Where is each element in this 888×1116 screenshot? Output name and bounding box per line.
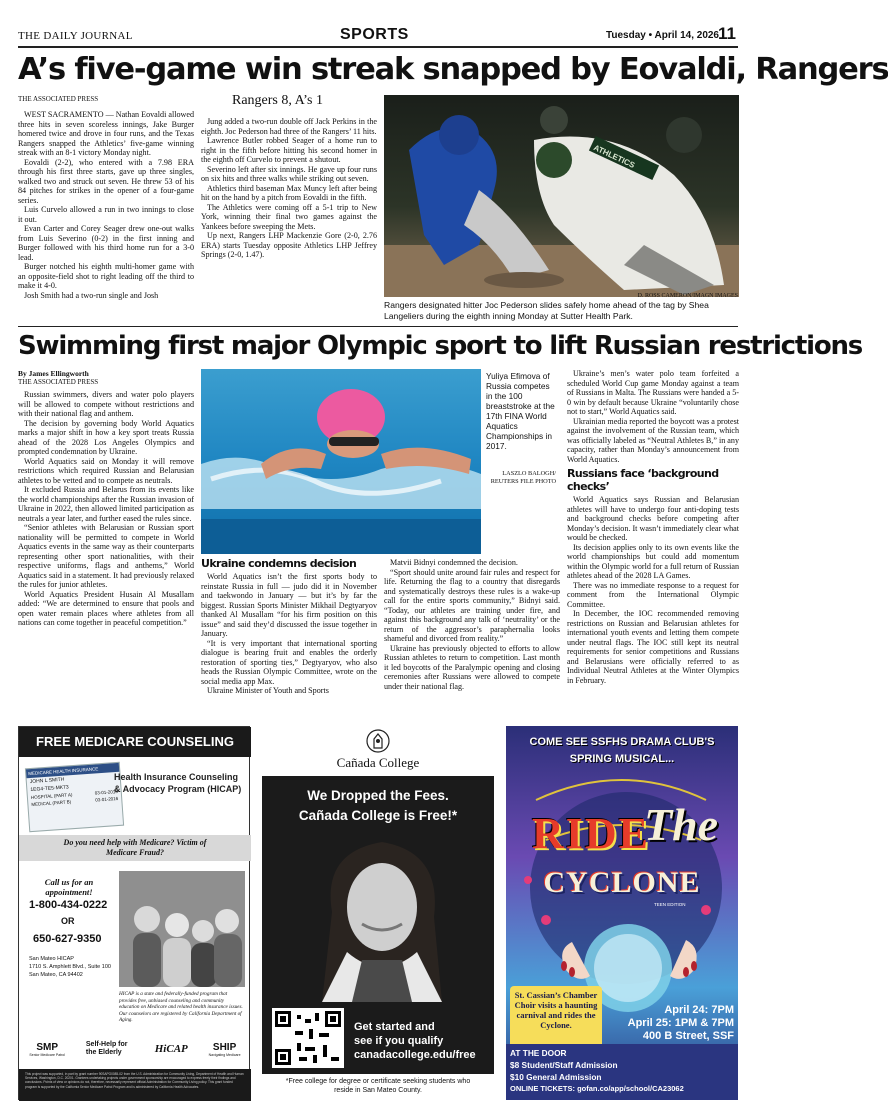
ship-logo — [209, 1042, 241, 1057]
card-number: 1EG4-TE5-MK73 — [30, 784, 69, 794]
paragraph: The Athletics were coming off a 5-1 trip to New York, winning their final two games against the Yankees before sweeping the Mets. — [201, 202, 377, 231]
canada-college-ad[interactable] — [262, 726, 494, 1100]
phone-1[interactable]: 1-800-434-0222 — [29, 899, 108, 911]
paragraph: World Aquatics isn’t the first sports body to reinstate Russia in full — judo did it in November and taekwondo in January — but it’s by far the biggest. Russian Sports Minister Mikhail Degtyaryov thanked Al Musallam “for his firm position on this issue” and said they’d discussed the issue together in January. — [201, 572, 377, 638]
paragraph: Jung added a two-run double off Jack Perkins in the eighth. Joc Pederson had three of the Rangers’ 11 hits. — [201, 117, 377, 136]
story2-byline-org: THE ASSOCIATED PRESS — [18, 378, 99, 386]
paragraph: Severino left after six innings. He gave up four runs on six hits and three walks while striking out seven. — [201, 164, 377, 183]
medicare-question: Do you need help with Medicare? Victim of Medicare Fraud? — [19, 835, 251, 861]
smp-logo-sub: Senior Medicare Patrol — [29, 1052, 66, 1057]
paragraph: Ukraine’s men’s water polo team forfeited a scheduled World Cup game Monday against a team of Russians in Malta. The Russians were handed a 5-0 win by default because Ukraine “voluntarily chose not to start,” World Aquatics said. — [567, 369, 739, 416]
self-help-logo: Self-Help for the Elderly — [85, 1041, 128, 1056]
story2-col3 — [384, 558, 560, 691]
paragraph: World Aquatics says Russian and Belarusian athletes will have to undergo four anti-doping tests and background checks before competing after Monday’s decision. It wasn’t immediately clear what would be checked. — [567, 495, 739, 542]
jersey-lettering: ATHLETICS — [592, 143, 637, 170]
drama-edition: TEEN EDITION — [654, 902, 686, 907]
paragraph: The decision by governing body World Aquatics marks a major shift in how a key sport treats Russia ahead of the 2028 Los Angeles Olympics and prompted condemnation by Ukraine. — [18, 418, 194, 456]
story1-caption: Rangers designated hitter Joc Pederson slides safely home ahead of the tag by Shea Langeliers during the eighth inning Monday at Sutter Health Park. — [384, 300, 709, 321]
story2-subhead-checks: Russians face ‘background checks’ — [567, 467, 719, 493]
paragraph: “Senior athletes with Belarusian or Russian sport nationality will be permitted to compete in World Aquatics events in the same way as their counterparts representing other sport nationalities, with their respective uniforms, flags and anthems,” World Aquatics said in a statement. It had previously relaxed the rules for junior athletes. — [18, 523, 194, 589]
cta-line: Get started and — [354, 1021, 435, 1033]
drama-date-1: April 24: 7PM — [664, 1004, 734, 1016]
ship-logo-text: SHIP — [212, 1041, 237, 1053]
drama-title-the: The — [644, 799, 719, 850]
paragraph: Josh Smith had a two-run single and Josh — [24, 290, 159, 300]
page-number: 11 — [718, 24, 736, 43]
swimmer-photo — [201, 369, 481, 554]
address-line: 1710 S. Amphlett Blvd., Suite 100 — [29, 964, 111, 970]
paragraph: “It is very important that international sporting dialogue is bearing fruit and enables the orderly restoration of sporting ties,” Degtyaryov, who also heads the Russian Olympic Committee, wrote on the social media app Max. — [201, 638, 377, 686]
story1-col2 — [201, 117, 377, 260]
paragraph: There was no immediate response to a request for comment from the International Olympic Committee. — [567, 580, 739, 609]
paragraph: Its decision applies only to its own events like the world championships but could add momentum within the Olympic world for a full return of Russian athletes ahead of the 2028 LA Games. — [567, 542, 739, 580]
masthead-rule — [18, 46, 738, 48]
story1-byline: THE ASSOCIATED PRESS — [18, 95, 99, 103]
canada-college-name: Cañada College — [336, 755, 420, 770]
paragraph: It excluded Russia and Belarus from its events like the world championships after the Russian invasion of Ukraine in 2022, then allowed limited participation as neutrals a year later, and further eased the rules since. — [18, 485, 195, 523]
story2-byline: By James Ellingworth — [18, 369, 89, 378]
drama-door: AT THE DOOR — [510, 1048, 567, 1058]
paragraph: Ukraine has previously objected to efforts to allow Russian athletes to return to competition. Last month it led boycotts of the Paralympic opening and closing ceremonies after Russians were allowed to compete under their national flag. — [384, 643, 560, 691]
paragraph: WEST SACRAMENTO — Nathan Eovaldi allowed three hits in seven scoreless innings, Jake Burger homered twice and drove in four runs, and the Texas Rangers snapped the Athletics’ five-game winning streak with an 8-1 victory Monday night. — [18, 110, 194, 157]
hicap-program-title: Health Insurance Counseling & Advocacy Program (HICAP) — [114, 772, 242, 794]
address-line: San Mateo, CA 94402 — [29, 972, 83, 978]
card-part-b: MEDICAL (PART B) — [31, 799, 72, 808]
drama-date-2: April 25: 1PM & 7PM — [627, 1017, 734, 1029]
canada-headline-1: We Dropped the Fees. — [307, 788, 449, 803]
canada-cta — [354, 1020, 494, 1062]
drama-venue: 400 B Street, SSF — [642, 1030, 734, 1042]
qr-code[interactable] — [272, 1008, 344, 1068]
medicare-card — [25, 762, 124, 832]
hicap-logo: HiCAP — [154, 1043, 188, 1055]
paragraph: Evan Carter and Corey Seager drew one-out walks from Luis Severino (0-2) in the first inning and Burger followed with his third home run for a 3-0 lead. — [18, 224, 194, 262]
paragraph: Up next, Rangers LHP Mackenzie Gore (2-0, 2.76 ERA) starts Tuesday opposite Athletics LHP Jeffrey Springs (2-0, 1.47). — [201, 231, 377, 259]
story1-photo-credit: D. ROSS CAMERON/IMAGN IMAGES — [637, 293, 738, 299]
paragraph: Lawrence Butler robbed Seager of a home run to right in the fifth before hitting his second homer in the eighth off Curvelo to prevent a shutout. — [201, 136, 377, 164]
paragraph: Athletics third baseman Max Muncy left after being hit on the hand by a pitch from Eovaldi in the fifth. — [201, 183, 377, 202]
section-name: SPORTS — [340, 26, 409, 43]
drama-top-2: SPRING MUSICAL... — [569, 753, 675, 765]
drama-title-ride: RIDE — [532, 809, 651, 858]
drama-dates — [606, 1004, 734, 1043]
paragraph: Luis Curvelo allowed a run in two innings to close it out. — [18, 205, 194, 224]
drama-blurb: St. Cassian’s Chamber Choir visits a haunting carnival and rides the Cyclone. — [510, 986, 602, 1054]
story2-photo-credit: LASZLO BALOGH/ REUTERS FILE PHOTO — [490, 470, 556, 485]
paragraph: World Aquatics President Husain Al Musallam added: “We are determined to ensure that pools and open water remain places where athletes from all nations can come together in peaceful competition.” — [18, 589, 194, 627]
paragraph: World Aquatics said on Monday it will remove restrictions which required Russian and Belarusian athletes to be vetted and to compete as neutrals. — [18, 456, 194, 485]
story2-col4 — [567, 369, 739, 685]
story2-col1 — [18, 390, 194, 628]
canada-headline-2: Cañada College is Free!* — [298, 808, 458, 823]
hicap-address — [29, 955, 111, 979]
canada-url[interactable]: canadacollege.edu/free — [354, 1049, 476, 1061]
ship-logo-sub: Navigating Medicare — [208, 1052, 241, 1057]
paragraph: “Sport should unite around fair rules and respect for life. Returning the flag to a country that disregards and systematically destroys these rules is a wake-up call for the entire sports community,” Bidnyi said. “Today, our athletes are training under fire, and against this background any talk of ‘neutrality’ or the return of the aggressor’s paraphernalia looks shameful and divorced from reality.” — [384, 567, 560, 643]
story2-headline: Swimming first major Olympic sport to lift Russian restrictions — [18, 331, 863, 361]
call-prompt: Call us for an appointment! — [44, 877, 94, 897]
paragraph: In December, the IOC recommended removing restrictions on Russian and Belarusian athletes for international youth events and letting them compete under neutral flags. The IOC still kept its neutral requirements for senior competitions and Russians and Belarusians were officially referred to as Individual Neutral Athletes at the Winter Olympics in February. — [567, 609, 739, 685]
phone-2[interactable]: 650-627-9350 — [33, 933, 102, 945]
canada-footnote: *Free college for degree or certificate seeking students who reside in San Mateo County. — [262, 1074, 494, 1100]
card-part-a: HOSPITAL (PART A) — [30, 792, 73, 801]
baseball-photo — [384, 95, 739, 297]
paragraph: Ukrainian media reported the boycott was a protest against the involvement of the Russian team, which was officially labeled as “Neutral Athletes B,” in any capacity, rather than Monday’s announcement from World Aquatics. — [567, 416, 739, 464]
phone-or: OR — [61, 916, 75, 926]
paragraph: Russian swimmers, divers and water polo players will be allowed to compete without restrictions and with their national flag and anthem. — [18, 390, 194, 418]
bell-tower-icon — [366, 729, 390, 753]
smp-logo — [29, 1042, 65, 1057]
card-title: MEDICARE HEALTH INSURANCE — [26, 763, 119, 778]
paragraph: Matvii Bidnyi condemned the decision. — [390, 558, 518, 567]
canada-logo-bar — [262, 726, 494, 776]
paragraph: Ukraine Minister of Youth and Sports — [207, 686, 329, 695]
story2-subhead-ukraine: Ukraine condemns decision — [201, 557, 357, 570]
card-part-b-date: 03-01-2016 — [95, 795, 119, 803]
cta-line: see if you qualify — [354, 1035, 444, 1047]
seniors-photo — [119, 871, 245, 987]
qr-code-icon — [275, 1011, 341, 1065]
medicare-fine-print: This project was supported, in part by grant number 90SAPG0085-02 from the U.S. Administration for Community Living, Department of Health and Human Services, Washington, D.C. 20201. Grantees undertaking projects under government sponsorship are encouraged to express freely their findings and conclusions. Points of view or opinions do not, therefore, necessarily represent official Administration for Community Living policy. This grant funded program is supported by the California Senior Medicare Patrol Program and is administered by California Health Advocates. — [19, 1069, 251, 1101]
card-name: JOHN L SMITH — [29, 776, 65, 786]
drama-club-ad[interactable] — [506, 726, 738, 1100]
drama-title-cyclone: CYCLONE — [543, 866, 701, 899]
story2-col2 — [201, 572, 377, 696]
address-line: San Mateo HICAP — [29, 956, 74, 962]
student-photo — [292, 832, 472, 1002]
drama-top-1: COME SEE SSFHS DRAMA CLUB'S — [529, 736, 715, 748]
medicare-ad-header: FREE MEDICARE COUNSELING — [19, 727, 251, 757]
story1-col1 — [18, 110, 194, 300]
paragraph: Eovaldi (2-2), who entered with a 7.98 ERA through his first three starts, gave up three singles, walked two and struck out seven. He threw 53 of his 84 pitches for strikes in the opener of a four-game series. — [18, 157, 194, 205]
story2-photo-caption: Yuliya Efimova of Russia competes in the 100 breaststroke at the 17th FINA World Aquatics Championships in 2017. — [486, 371, 555, 451]
story1-headline: A’s five-game win streak snapped by Eovaldi, Rangers — [18, 52, 888, 87]
issue-date: Tuesday • April 14, 2026 — [606, 30, 719, 41]
smp-logo-text: SMP — [36, 1041, 59, 1053]
story1-subhead: Rangers 8, A’s 1 — [232, 93, 323, 108]
partner-logos — [19, 1031, 251, 1067]
drama-price-general: $10 General Admission — [510, 1072, 602, 1082]
card-part-a-date: 03-01-2016 — [94, 788, 118, 796]
hicap-description: HICAP is a state and federally-funded program that provides free, unbiased counseling and community education on Medicare and related health insurance issues. Our counselors are registered by California Department of Aging. — [119, 991, 243, 1024]
drama-tickets — [506, 1044, 738, 1100]
medicare-ad[interactable] — [18, 726, 250, 1100]
story-divider — [18, 326, 738, 327]
drama-price-student: $8 Student/Staff Admission — [510, 1060, 618, 1070]
drama-online-tickets[interactable]: ONLINE TICKETS: gofan.co/app/school/CA23062 — [510, 1084, 684, 1093]
paragraph: Burger notched his eighth multi-homer game with an opposite-field shot to right leading off the third to make it 4-0. — [18, 262, 194, 290]
paper-name: THE DAILY JOURNAL — [18, 30, 133, 42]
